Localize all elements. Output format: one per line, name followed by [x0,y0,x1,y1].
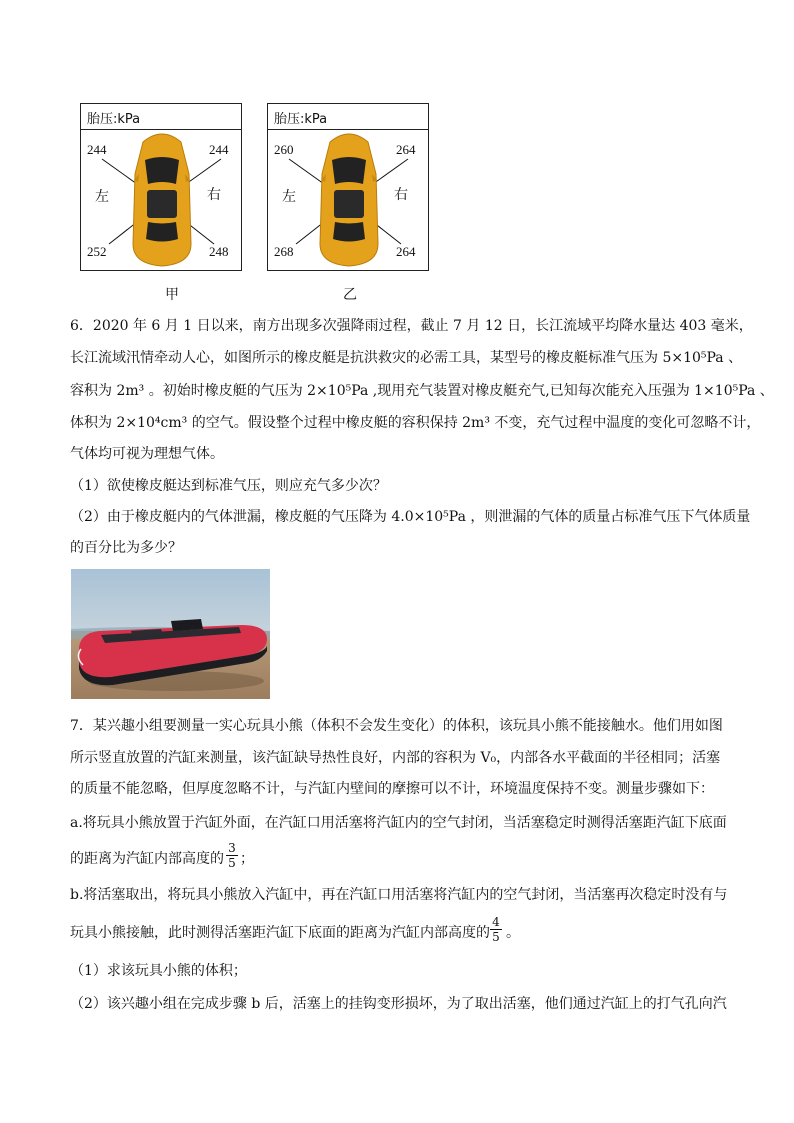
tire-front-right-value: 244 [209,142,229,157]
tire-rear-left-value: 252 [87,244,107,259]
q7-step-b-line-1: b.将活塞取出，将玩具小熊放入汽缸中，再在汽缸口用活塞将汽缸内的空气封闭，当活塞再次稳定时没有与 [70,887,728,903]
q7-step-b-line-2 [70,924,520,942]
fraction-four-fifths [490,916,502,943]
left-side-label: 左 [282,189,296,205]
tire-front-left-value: 244 [87,142,107,157]
figure-jia [80,103,242,271]
q7-step-b-text: 玩具小熊接触，此时测得活塞距汽缸下底面的距离为汽缸内部高度的 [70,925,490,941]
q7-subquestion-2: （2）该兴趣小组在完成步骤 b 后，活塞上的挂钩变形损坏，为了取出活塞，他们通过汽缸上的打气孔向汽 [70,996,727,1012]
fraction-denominator: 5 [492,930,500,944]
q6-subquestion-1: （1）欲使橡皮艇达到标准气压，则应充气多少次？ [70,478,387,494]
tire-rear-right-value: 264 [396,244,416,259]
q6-line-3: 容积为 2m³ 。初始时橡皮艇的气压为 2×10⁵Pa ,现用充气装置对橡皮艇充气,已知每次能充入压强为 1×10⁵Pa 、 [70,383,774,399]
q7-step-a-line-1: a.将玩具小熊放置于汽缸外面，在汽缸口用活塞将汽缸内的空气封闭，当活塞稳定时测得活塞距汽缸下底面 [70,815,727,831]
q7-line-1: 7．某兴趣小组要测量一实心玩具小熊（体积不会发生变化）的体积，该玩具小熊不能接触水。他们用如图 [70,718,723,734]
q7-subquestion-1: （1）求该玩具小熊的体积； [70,963,247,979]
tire-rear-left-value: 268 [274,244,294,259]
fraction-numerator: 4 [492,915,500,929]
q6-line-4: 体积为 2×10⁴cm³ 的空气。假设整个过程中橡皮艇的容积保持 2m³ 不变，充气过程中温度的变化可忽略不计， [70,415,761,431]
right-side-label: 右 [207,187,221,203]
q6-subquestion-2-line-1: （2）由于橡皮艇内的气体泄漏，橡皮艇的气压降为 4.0×10⁵Pa ，则泄漏的气体的质量占标准气压下气体质量 [70,509,751,525]
figure-yi-title: 胎压:kPa [274,112,328,127]
q6-line-2: 长江流域汛情牵动人心，如图所示的橡皮艇是抗洪救灾的必需工具，某型号的橡皮艇标准气压为 5×10⁵Pa 、 [70,350,743,366]
q6-line-5: 气体均可视为理想气体。 [70,446,224,462]
figure-jia-caption: 甲 [165,287,179,303]
q7-step-a-text: 的距离为汽缸内部高度的 [70,851,224,867]
inflatable-boat-photo [71,569,270,699]
fraction-three-fifths [226,842,238,869]
q6-subquestion-2-line-2: 的百分比为多少？ [70,540,182,556]
q7-line-2: 所示竖直放置的汽缸来测量，该汽缸缺导热性良好，内部的容积为 V₀，内部各水平截面的半径相同；活塞 [70,750,721,766]
tire-front-right-value: 264 [396,142,416,157]
q7-step-b-end: 。 [506,925,520,941]
q7-step-a-end: ； [240,851,254,867]
figure-jia-title: 胎压:kPa [87,112,141,127]
right-side-label: 右 [394,187,408,203]
fraction-denominator: 5 [228,856,236,870]
fraction-numerator: 3 [228,841,236,855]
tire-rear-right-value: 248 [209,244,229,259]
tire-front-left-value: 260 [274,142,294,157]
q6-line-1: 6．2020 年 6 月 1 日以来，南方出现多次强降雨过程，截止 7 月 12 日，长江流域平均降水量达 403 毫米， [70,318,753,334]
figure-yi-caption: 乙 [343,287,357,303]
q7-line-3: 的质量不能忽略，但厚度忽略不计，与汽缸内壁间的摩擦可以不计，环境温度保持不变。测量步骤如下： [70,781,714,797]
figure-yi [267,103,429,271]
left-side-label: 左 [95,189,109,205]
